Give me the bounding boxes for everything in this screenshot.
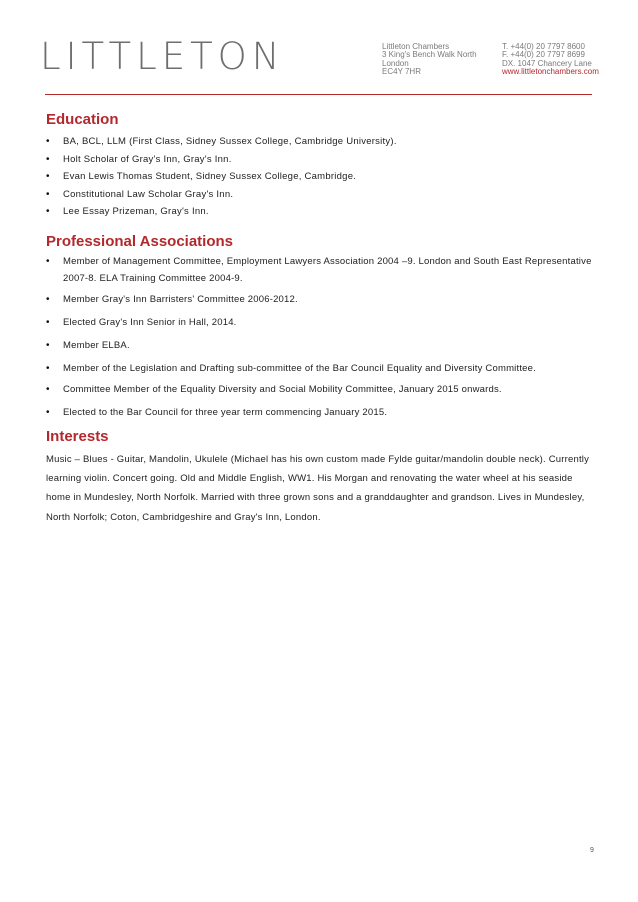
list-item <box>46 291 596 308</box>
list-item <box>46 404 596 421</box>
dx-number: DX. 1047 Chancery Lane <box>502 58 592 68</box>
list-item <box>46 151 596 169</box>
associations-list <box>46 253 596 421</box>
list-item <box>46 186 596 204</box>
cv-content <box>46 110 596 527</box>
list-item <box>46 168 596 186</box>
list-item <box>46 203 596 221</box>
list-item <box>46 337 596 354</box>
bullet-icon: • <box>46 136 50 147</box>
list-item <box>46 133 596 151</box>
association-item: Elected to the Bar Council for three year term commencing January 2015. <box>63 406 388 418</box>
bullet-icon: • <box>46 383 50 395</box>
bullet-icon: • <box>46 362 50 374</box>
list-item <box>46 314 596 331</box>
interests-heading: Interests <box>46 427 109 445</box>
bullet-icon: • <box>46 293 50 305</box>
address-line: 3 King's Bench Walk North <box>382 50 477 60</box>
address-line: Littleton Chambers <box>382 42 450 51</box>
association-item: Member of Management Committee, Employment Lawyers Association 2004 –9. London and South East Representative 2007-8. ELA Training Committee 2004-9. <box>63 255 592 284</box>
education-heading: Education <box>46 111 119 128</box>
association-item: Member ELBA. <box>63 339 130 351</box>
bullet-icon: • <box>46 188 50 200</box>
fax-number: F. +44(0) 20 7797 8699 <box>502 50 585 60</box>
website-link[interactable]: www.littletonchambers.com <box>502 66 599 76</box>
bullet-icon: • <box>46 153 50 165</box>
bullet-icon: • <box>46 316 50 328</box>
education-item: Lee Essay Prizeman, Gray's Inn. <box>63 206 209 218</box>
education-item: Evan Lewis Thomas Student, Sidney Sussex College, Cambridge. <box>63 171 357 183</box>
bullet-icon: • <box>46 206 50 218</box>
phone-number: T. +44(0) 20 7797 8600 <box>502 42 585 51</box>
bullet-icon: • <box>46 339 50 351</box>
chambers-address <box>382 43 477 76</box>
education-list <box>46 133 596 221</box>
address-line: London <box>382 58 409 68</box>
associations-heading: Professional Associations <box>46 232 234 250</box>
chambers-contact <box>502 43 599 76</box>
education-item: Constitutional Law Scholar Gray's Inn. <box>63 188 234 200</box>
littleton-logo: LITTLETON <box>40 35 285 78</box>
association-item: Member Gray's Inn Barristers' Committee 2006-2012. <box>63 293 298 305</box>
interests-paragraph: Music – Blues - Guitar, Mandolin, Ukulele (Michael has his own custom made Fylde guitar/mandolin double neck). Currently learning violin. Concert going. Old and Middle English, WW1. His Morgan and renovating the water wheel at his seaside home in Mundesley, North Norfolk. Married with three grown sons and a granddaughter and grandson. Lives in Mundesley, North Norfolk; Coton, Cambridgeshire and Gray's Inn, London. <box>46 453 590 523</box>
bullet-icon: • <box>46 171 50 183</box>
association-item: Member of the Legislation and Drafting sub-committee of the Bar Council Equality and Diversity Committee. <box>63 362 536 374</box>
list-item <box>46 253 596 287</box>
page-number: 9 <box>590 847 594 854</box>
bullet-icon: • <box>46 406 50 418</box>
bullet-icon: • <box>46 255 50 267</box>
association-item: Committee Member of the Equality Diversity and Social Mobility Committee, January 2015 onwards. <box>63 383 502 395</box>
list-item <box>46 360 596 377</box>
association-item: Elected Gray's Inn Senior in Hall, 2014. <box>63 316 237 328</box>
education-item: Holt Scholar of Gray's Inn, Gray's Inn. <box>63 153 232 165</box>
education-item: BA, BCL, LLM (First Class, Sidney Sussex College, Cambridge University). <box>63 136 397 147</box>
list-item <box>46 381 596 398</box>
header-divider <box>45 94 592 95</box>
address-line: EC4Y 7HR <box>382 66 421 76</box>
